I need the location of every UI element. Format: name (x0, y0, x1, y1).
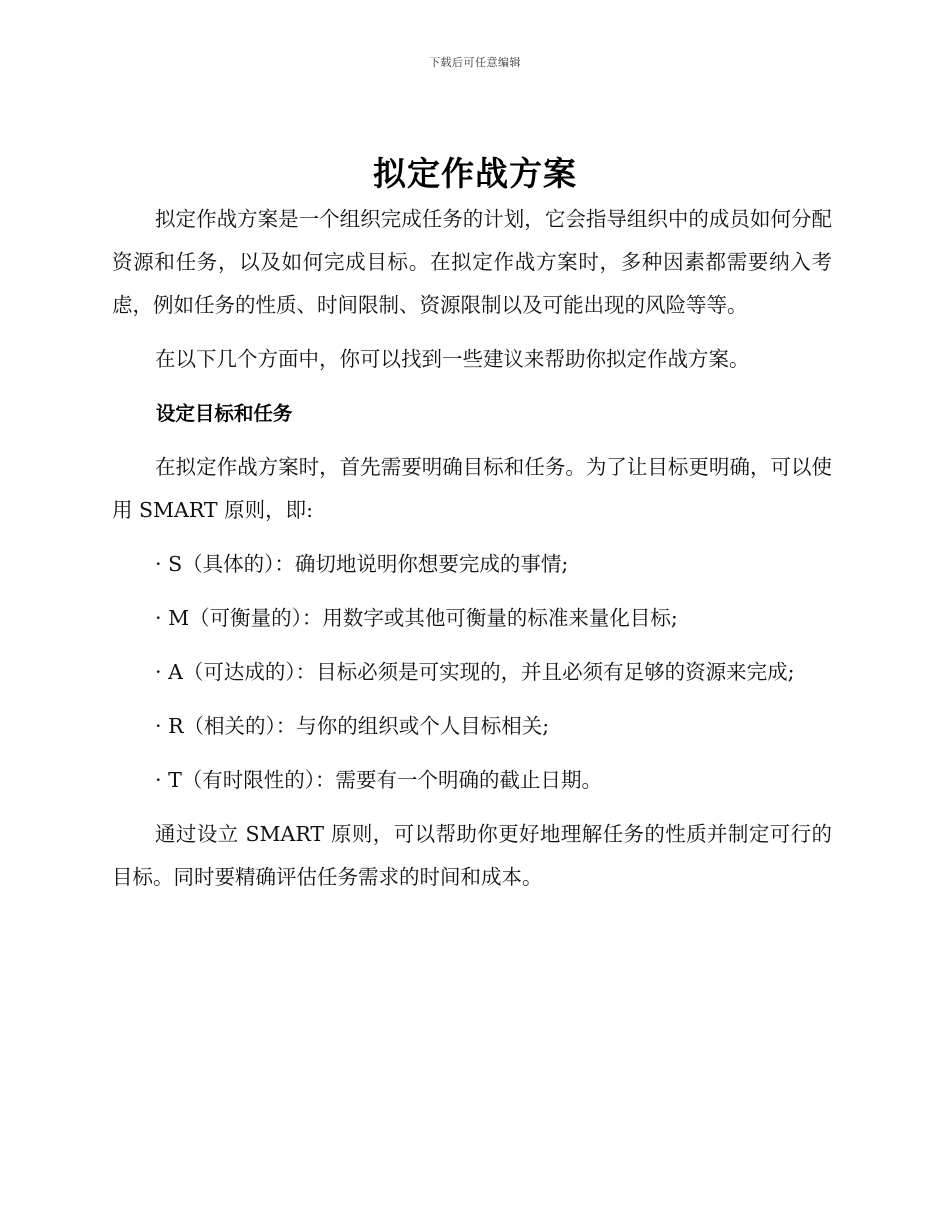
section-heading: 设定目标和任务 (155, 402, 293, 425)
bullet-item-t: · T（有时限性的）：需要有一个明确的截止日期。 (155, 768, 603, 792)
page-header: 下载后可任意编辑 (429, 56, 521, 69)
intro-paragraph: 拟定作战方案是一个组织完成任务的计划，它会指导组织中的成员如何分配资源和任务，以及如何完成目标。在拟定作战方案时，多种因素都需要纳入考虑，例如任务的性质、时间限制、资源限制以及可能出现的风险等等。 (112, 207, 832, 317)
section-paragraph: 在拟定作战方案时，首先需要明确目标和任务。为了让目标更明确，可以使用 SMART 原则，即: (112, 455, 832, 522)
document-title: 拟定作战方案 (373, 154, 577, 193)
bullet-item-s: · S（具体的）：确切地说明你想要完成的事情; (155, 552, 569, 576)
bullet-item-a: · A（可达成的）：目标必须是可实现的，并且必须有足够的资源来完成; (155, 660, 795, 684)
bullet-item-m: · M（可衡量的）：用数字或其他可衡量的标准来量化目标; (155, 606, 678, 630)
bullet-item-r: · R（相关的）：与你的组织或个人目标相关; (155, 714, 550, 738)
document-body (112, 198, 832, 910)
lead-paragraph: 在以下几个方面中，你可以找到一些建议来帮助你拟定作战方案。 (155, 347, 750, 371)
closing-paragraph: 通过设立 SMART 原则，可以帮助你更好地理解任务的性质并制定可行的目标。同时要精确评估任务需求的时间和成本。 (112, 822, 832, 889)
